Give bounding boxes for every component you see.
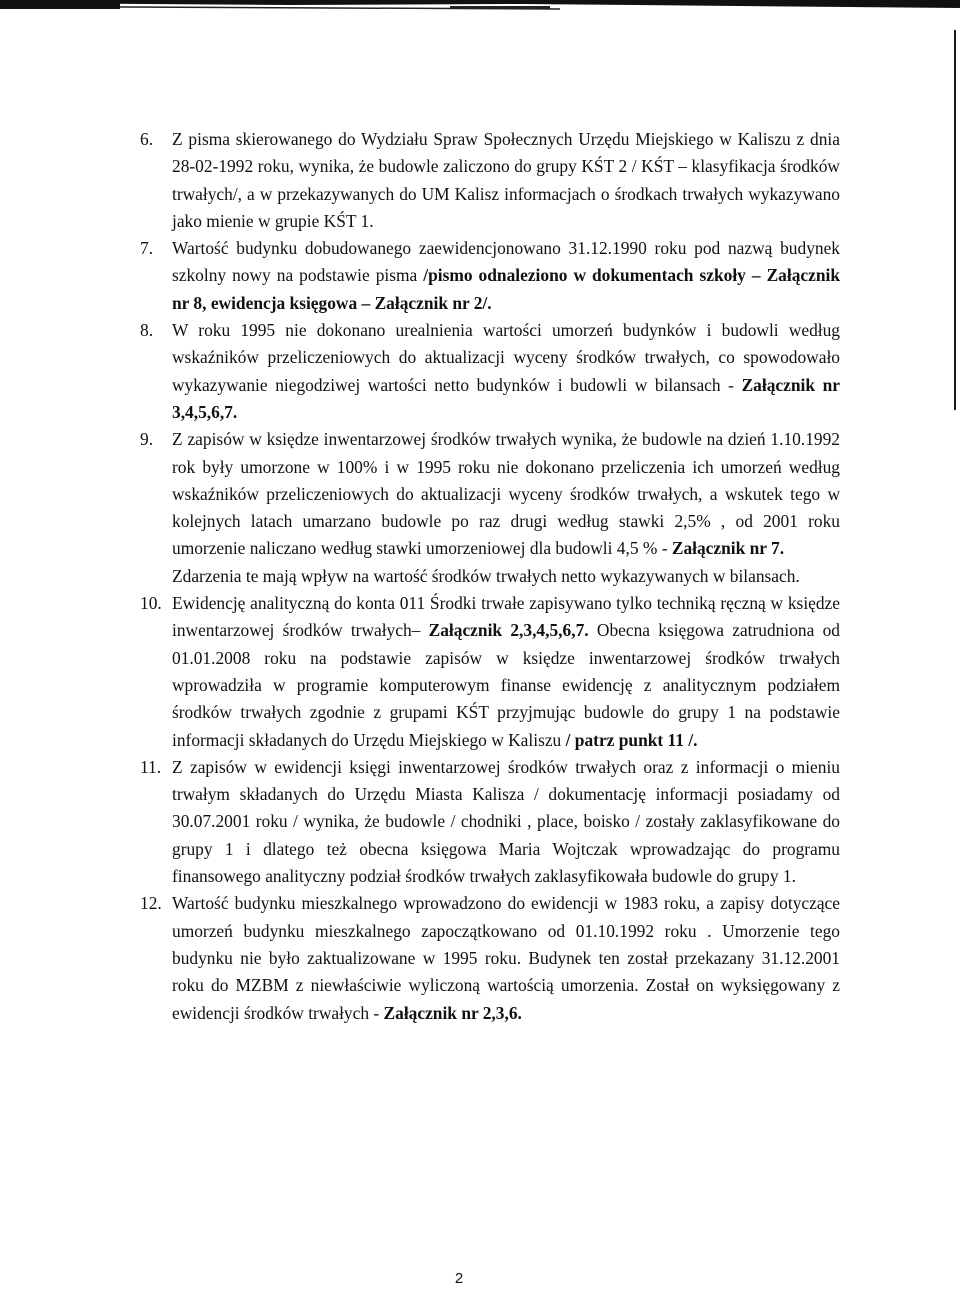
text-run: Ewidencję analityczną do konta 011 Środki trwałe zapisywano tylko techniką ręczną w księdze inwentarzowej środków trwałych– bbox=[172, 593, 840, 641]
item-number: 10. bbox=[140, 593, 162, 614]
item-text bbox=[172, 126, 840, 235]
text-run: Z zapisów w księdze inwentarzowej środków trwałych wynika, że budowle na dzień 1.10.1992 rok były umorzone w 100% i w 1995 roku nie dokonano przeliczenia ich umorzeń według wskaźników przeliczeniowych do aktualizacji wyceny środków trwałych, a wskutek tego w kolejnych latach umarzano budowle po raz drugi według stawki 2,5% , od 2001 roku umorzenie naliczano według stawki umorzeniowej dla budowli 4,5 % - bbox=[172, 429, 840, 559]
text-run: Z pisma skierowanego do Wydziału Spraw Społecznych Urzędu Miejskiego w Kaliszu z dnia 28-02-1992 roku, wynika, że budowle zaliczono do grupy KŚT 2 / KŚT – klasyfikacja środków trwałych/, a w przekazywanych do UM Kalisz informacjach o środkach trwałych wykazywano jako mienie w grupie KŚT 1. bbox=[172, 129, 840, 231]
item-text bbox=[172, 317, 840, 426]
list-item-11 bbox=[140, 754, 840, 890]
cross-reference: / patrz punkt 11 /. bbox=[565, 729, 698, 750]
list-item-8 bbox=[140, 317, 840, 426]
list-item-6 bbox=[140, 126, 840, 235]
item-text bbox=[172, 590, 840, 754]
item-number: 6. bbox=[140, 129, 154, 149]
attachment-reference: Załącznik nr 2,3,6. bbox=[383, 1002, 522, 1023]
page-number: 2 bbox=[454, 1270, 464, 1287]
attachment-reference: Załącznik 2,3,4,5,6,7. bbox=[428, 620, 589, 641]
text-run: Zdarzenia te mają wpływ na wartość środków trwałych netto wykazywanych w bilansach. bbox=[172, 565, 800, 586]
attachment-reference: Załącznik nr 3,4,5,6,7. bbox=[172, 374, 840, 422]
item-number: 11. bbox=[140, 756, 162, 777]
document-body bbox=[140, 126, 840, 1027]
item-text bbox=[172, 890, 840, 1026]
continuation-paragraph bbox=[172, 563, 840, 590]
scan-edge-line bbox=[954, 30, 956, 410]
scan-edge-artifact bbox=[0, 0, 960, 14]
item-text bbox=[172, 754, 840, 890]
list-item-7 bbox=[140, 235, 840, 317]
attachment-reference: Załącznik nr 7. bbox=[671, 538, 785, 559]
item-number: 9. bbox=[140, 429, 154, 450]
item-number: 8. bbox=[140, 320, 154, 341]
text-run: Wartość budynku dobudowanego zaewidencjonowano 31.12.1990 roku pod nazwą budynek szkolny nowy na podstawie pisma bbox=[172, 238, 840, 286]
item-number: 12. bbox=[140, 893, 162, 914]
text-run: Obecna księgowa zatrudniona od 01.01.2008 roku na podstawie zapisów w księdze inwentarzowej środków trwałych wprowadziła w programie komputerowym finanse ewidencję z analitycznym podziałem środków trwałych zgodnie z grupami KŚT przyjmując budowle do grupy 1 na podstawie informacji składanych do Urzędu Miejskiego w Kaliszu bbox=[172, 620, 840, 750]
item-number: 7. bbox=[140, 238, 154, 259]
list-item-9 bbox=[140, 426, 840, 562]
item-text bbox=[172, 235, 840, 317]
list-item-12 bbox=[140, 890, 840, 1026]
text-run: W roku 1995 nie dokonano urealnienia wartości umorzeń budynków i budowli według wskaźników przeliczeniowych do aktualizacji wyceny środków trwałych, co spowodowało wykazywanie niegodziwej wartości netto budynków i budowli w bilansach - bbox=[172, 320, 840, 395]
item-text bbox=[172, 426, 840, 562]
list-item-10 bbox=[140, 590, 840, 754]
attachment-reference: /pismo odnaleziono w dokumentach szkoły – Załącznik nr 8, ewidencja księgowa – Załącznik nr 2/. bbox=[172, 265, 840, 313]
text-run: Wartość budynku mieszkalnego wprowadzono do ewidencji w 1983 roku, a zapisy dotyczące umorzeń budynku mieszkalnego zapoczątkowano od 01.10.1992 roku . Umorzenie tego budynku nie było zaktualizowane w 1995 roku. Budynek ten został przekazany 31.12.2001 roku do MZBM z niewłaściwie wyliczoną wartością umorzenia. Został on wyksięgowany z ewidencji środków trwałych - bbox=[172, 893, 840, 1023]
text-run: Z zapisów w ewidencji księgi inwentarzowej środków trwałych oraz z informacji o mieniu trwałym składanych do Urzędu Miasta Kalisza / dokumentację informacji posiadamy od 30.07.2001 roku / wynika, że budowle / chodniki , place, boisko / zostały zaklasyfikowane do grupy 1 i dlatego też obecna księgowa Maria Wojtczak wprowadzając do programu finansowego analityczny podział środków trwałych zaklasyfikowała budowle do grupy 1. bbox=[172, 756, 840, 887]
